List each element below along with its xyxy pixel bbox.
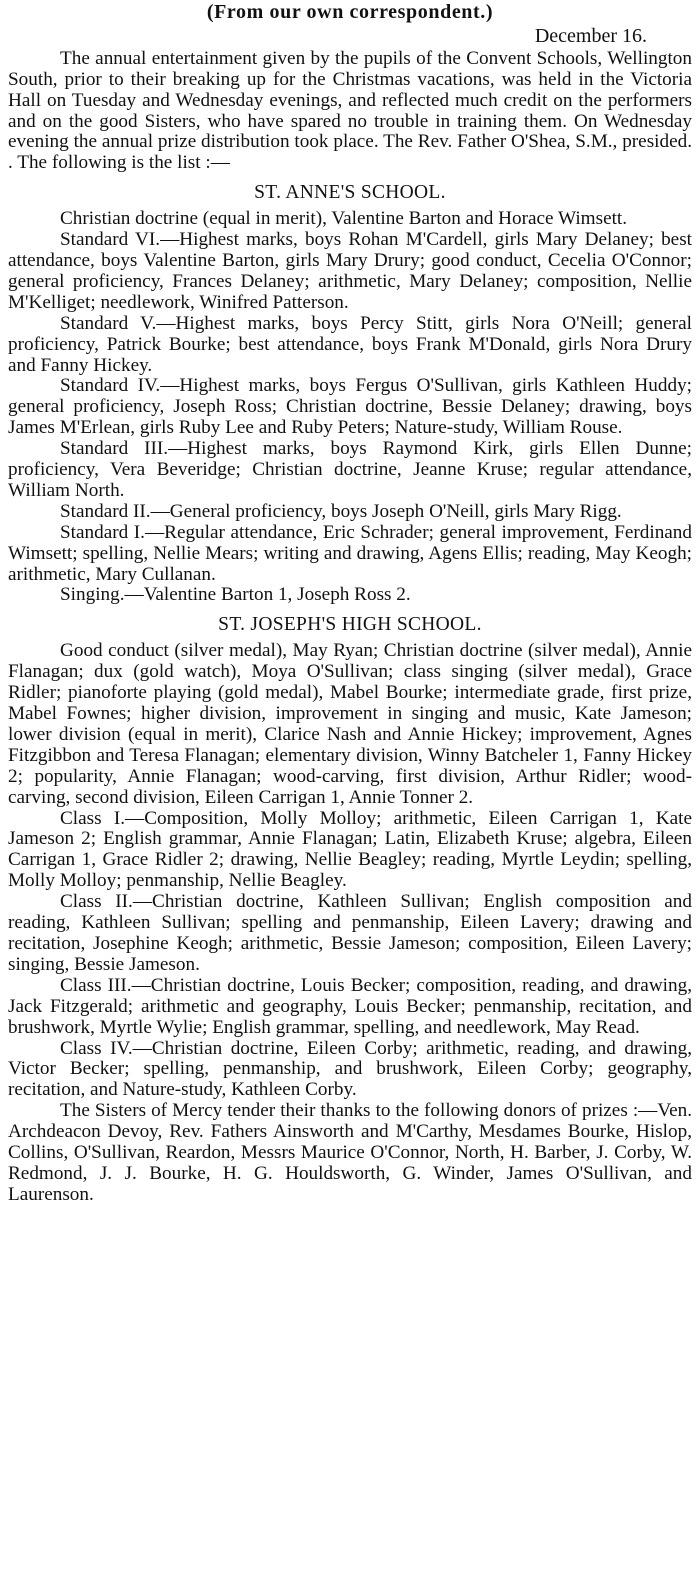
prize-paragraph: Class I.—Composition, Molly Molloy; arithmetic, Eileen Carrigan 1, Kate Jameson 2; English grammar, Annie Flanagan; Latin, Elizabeth Kruse; algebra, Eileen Carrigan 1, Grace Ridler 2; drawing, Nellie Beagley; reading, Myrtle Leydin; spelling, Molly Molloy; penmanship, Nellie Beagley. (8, 807, 692, 892)
prize-paragraph: Class II.—Christian doctrine, Kathleen Sullivan; English composition and reading, Kathleen Sullivan; spelling and penmanship, Eileen Lavery; drawing and recitation, Josephine Keogh; arithmetic, Bessie Jameson; composition, Eileen Lavery; singing, Bessie Jameson. (8, 891, 692, 975)
prize-paragraph: Christian doctrine (equal in merit), Valentine Barton and Horace Wimsett. (60, 208, 628, 230)
prize-paragraph: Standard IV.—Highest marks, boys Fergus O'Sullivan, girls Kathleen Huddy; general proficiency, Joseph Ross; Christian doctrine, Bessie Delaney; drawing, boys James M'Erlean, girls Ruby Lee and Ruby Peters; Nature-study, William Rouse. (8, 375, 692, 439)
prize-paragraph: Class IV.—Christian doctrine, Eileen Corby; arithmetic, reading, and drawing, Victor Becker; spelling, penmanship, and brushwork, Eileen Corby; geography, recitation, and Nature-study, Kathleen Corby. (8, 1037, 692, 1101)
prize-paragraph: Standard V.—Highest marks, boys Percy Stitt, girls Nora O'Neill; general proficiency, Patrick Bourke; best attendance, boys Frank M'Donald, girls Nora Drury and Fanny Hickey. (8, 312, 692, 376)
st-josephs-prize-list (8, 641, 692, 1205)
intro-paragraph: The annual entertainment given by the pupils of the Convent Schools, Wellington South, prior to their breaking up for the Christmas vacations, was held in the Victoria Hall on Tuesday and Wednesday evenings, and reflected much credit on the performers and on the good Sisters, who have spared no trouble in training them. On Wednesday evening the annual prize distribution took place. The Rev. Father O'Shea, S.M., presided. . The following is the list :— (8, 47, 692, 174)
correspondent-line: (From our own correspondent.) (206, 1, 494, 23)
prize-paragraph: Good conduct (silver medal), May Ryan; Christian doctrine (silver medal), Annie Flanagan; dux (gold watch), Moya O'Sullivan; class singing (silver medal), Grace Ridler; pianoforte playing (gold medal), Mabel Bourke; intermediate grade, first prize, Mabel Fownes; higher division, improvement in singing and music, Kate Jameson; lower division (equal in merit), Clarice Nash and Annie Hickey; improvement, Agnes Fitzgibbon and Teresa Flanagan; elementary division, Winny Batcheler 1, Fanny Hickey 2; popularity, Annie Flanagan; wood-carving, first division, Arthur Ridler; wood-carving, second division, Eileen Carrigan 1, Annie Tonner 2. (8, 640, 692, 808)
st-annes-heading: ST. ANNE'S SCHOOL. (254, 182, 446, 204)
prize-paragraph: Standard II.—General proficiency, boys Joseph O'Neill, girls Mary Rigg. (60, 500, 622, 522)
dateline: December 16. (534, 24, 647, 47)
prize-paragraph: Standard I.—Regular attendance, Eric Schrader; general improvement, Ferdinand Wimsett; spelling, Nellie Mears; writing and drawing, Agens Ellis; reading, May Keogh; arithmetic, Mary Cullanan. (8, 521, 692, 585)
thanks-paragraph: The Sisters of Mercy tender their thanks to the following donors of prizes :—Ven. Archdeacon Devoy, Rev. Fathers Ainsworth and M'Carthy, Mesdames Bourke, Hislop, Collins, O'Sullivan, Reardon, Messrs Maurice O'Connor, North, H. Barber, J. Corby, W. Redmond, J. J. Bourke, H. G. Houldsworth, G. Winder, James O'Sullivan, and Laurenson. (8, 1100, 692, 1205)
st-josephs-heading: ST. JOSEPH'S HIGH SCHOOL. (218, 614, 482, 636)
st-annes-prize-list (8, 209, 692, 606)
prize-paragraph: Class III.—Christian doctrine, Louis Becker; composition, reading, and drawing, Jack Fitzgerald; arithmetic and geography, Louis Becker; penmanship, recitation, and brushwork, Myrtle Wylie; English grammar, spelling, and needlework, May Read. (8, 974, 692, 1038)
prize-paragraph: Standard III.—Highest marks, boys Raymond Kirk, girls Ellen Dunne; proficiency, Vera Beveridge; Christian doctrine, Jeanne Kruse; regular attendance, William North. (8, 438, 692, 501)
prize-paragraph: Standard VI.—Highest marks, boys Rohan M'Cardell, girls Mary Delaney; best attendance, boys Valentine Barton, girls Mary Drury; good conduct, Cecelia O'Connor; general proficiency, Frances Delaney; arithmetic, Mary Delaney; composition, Nellie M'Kelliget; needlework, Winifred Patterson. (8, 229, 692, 313)
prize-paragraph: Singing.—Valentine Barton 1, Joseph Ross 2. (60, 584, 411, 606)
